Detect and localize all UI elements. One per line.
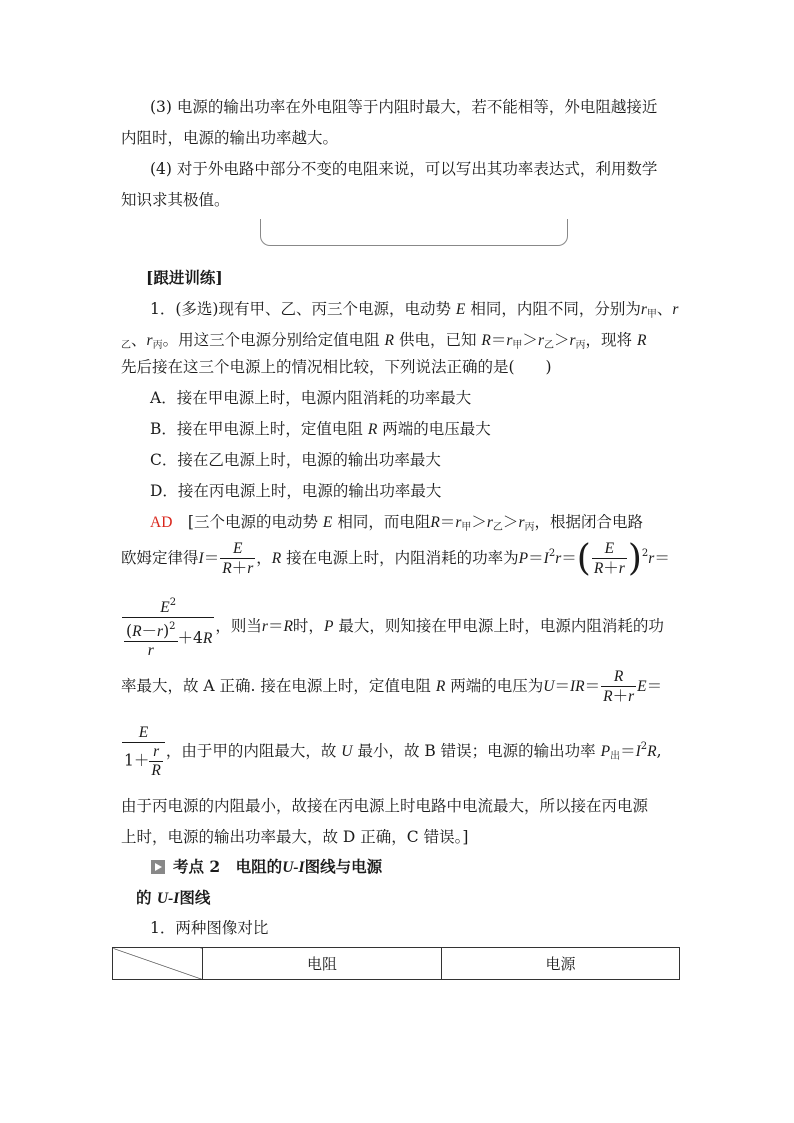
table-header-row <box>113 948 680 980</box>
fraction-e-over-r-plus-r: $\frac{E}{R+r}$ <box>222 540 254 577</box>
section-title-line-1: 考点 2 电阻的U-I图线与电源 <box>151 857 382 878</box>
summary-bracket <box>260 219 568 246</box>
answer-line-3: $E^2$ $\frac{(R-r)^2}{r}$ ＋4R ，则当r＝R时，P 最大，则知接在甲电源上时，电源内阻消耗的功 <box>121 594 664 660</box>
note-3-line-2: 内阻时，电源的输出功率越大。 <box>121 129 339 147</box>
section-title-line-2: 的 U-I图线 <box>136 888 211 907</box>
header-source: 电源 <box>442 948 680 980</box>
option-a: A．接在甲电源上时，电源内阻消耗的功率最大 <box>150 389 472 407</box>
note-4-line-1: (4) 对于外电路中部分不变的电阻来说，可以写出其功率表达式，利用数学 <box>150 160 658 178</box>
question-line-1: 1．(多选)现有甲、乙、丙三个电源，电动势 E 相同，内阻不同，分别为$r_甲$、r <box>150 300 679 320</box>
option-b: B．接在甲电源上时，定值电阻 R 两端的电压最大 <box>150 420 491 438</box>
subsection-title: 1．两种图像对比 <box>150 919 269 937</box>
answer-line-4: 率最大，故 A 正确. 接在电源上时，定值电阻 R 两端的电压为U＝IR＝ $\frac{R}{R+r}$ E＝ <box>121 668 663 705</box>
answer-line-1: AD [三个电源的电动势 E 相同，而电阻$R=r_甲>r_乙>r_丙$，根据闭合电路 <box>150 513 643 533</box>
play-triangle-icon <box>151 860 165 874</box>
option-c: C．接在乙电源上时，电源的输出功率最大 <box>150 451 441 469</box>
voltage-fraction: E 1＋ $\frac{r}{R}$ <box>122 724 165 780</box>
question-line-2: $_乙$、$r_丙$。用这三个电源分别给定值电阻 R 供电，已知 $R=r_甲>r_乙>r_丙$，现将 R <box>121 331 647 351</box>
note-4-line-2: 知识求其极值。 <box>121 191 230 209</box>
answer-line-2: 欧姆定律得I＝ $\frac{E}{R+r}$ ，R 接在电源上时，内阻消耗的功率为$P=I^2r=$( $\frac{E}{R+r}$ )$^2$r＝ <box>121 538 670 579</box>
option-d: D．接在丙电源上时，电源的输出功率最大 <box>150 482 442 500</box>
answer-line-7: 上时，电源的输出功率最大，故 D 正确，C 错误。] <box>121 828 469 846</box>
answer-key: AD <box>150 514 173 531</box>
answer-line-6: 由于丙电源的内阻最小，故接在丙电源上时电路中电流最大，所以接在丙电源 <box>121 797 649 815</box>
comparison-table <box>112 947 680 980</box>
question-line-3: 先后接在这三个电源上的情况相比较，下列说法正确的是( ) <box>121 358 552 376</box>
header-resistor: 电阻 <box>203 948 442 980</box>
power-fraction: $E^2$ $\frac{(R-r)^2}{r}$ ＋4R <box>122 594 214 660</box>
answer-line-5: E 1＋ $\frac{r}{R}$ ，由于甲的内阻最大，故 U 最小，故 B 错误；电源的输出功率 $P_出=I^2R$, <box>124 724 662 779</box>
exercise-heading: [跟进训练] <box>146 268 223 287</box>
diagonal-header-cell <box>113 948 203 980</box>
note-3-line-1: (3) 电源的输出功率在外电阻等于内阻时最大，若不能相等，外电阻越接近 <box>150 98 658 116</box>
